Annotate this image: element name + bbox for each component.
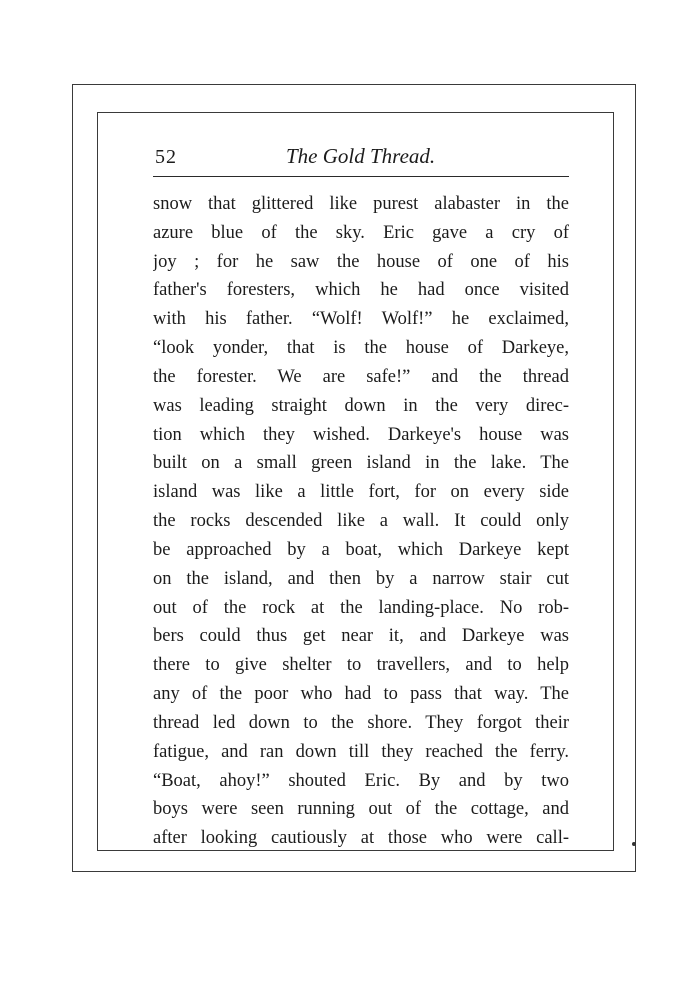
text-line: tion which they wished. Darkeye's house was xyxy=(153,424,569,445)
text-line: be approached by a boat, which Darkeye kept xyxy=(153,539,569,560)
text-line: boys were seen running out of the cottage, and xyxy=(153,799,569,820)
body-text xyxy=(153,190,569,853)
page-number: 52 xyxy=(155,146,177,168)
text-line: thread led down to the shore. They forgot their xyxy=(153,712,569,733)
text-line: azure blue of the sky. Eric gave a cry of xyxy=(153,222,569,243)
text-line: “Boat, ahoy!” shouted Eric. By and by two xyxy=(153,770,569,791)
text-line: bers could thus get near it, and Darkeye was xyxy=(153,626,569,647)
text-line: the rocks descended like a wall. It could only xyxy=(153,511,569,532)
running-title: The Gold Thread. xyxy=(286,144,436,168)
header-rule xyxy=(153,176,569,177)
text-line: out of the rock at the landing-place. No rob- xyxy=(153,597,569,618)
text-line: snow that glittered like purest alabaster in the xyxy=(153,194,569,214)
text-line: on the island, and then by a narrow stair cut xyxy=(153,568,569,589)
text-line: father's foresters, which he had once visited xyxy=(153,280,569,301)
ink-speck xyxy=(632,842,636,846)
text-line: the forester. We are safe!” and the thread xyxy=(153,366,569,387)
text-line: island was like a little fort, for on every side xyxy=(153,482,569,503)
text-line: fatigue, and ran down till they reached the ferry. xyxy=(153,741,569,762)
text-line: any of the poor who had to pass that way. The xyxy=(153,684,569,705)
text-line: with his father. “Wolf! Wolf!” he exclaimed, xyxy=(153,309,569,330)
text-line: “look yonder, that is the house of Darkeye, xyxy=(153,338,569,359)
text-line: was leading straight down in the very direc- xyxy=(153,395,569,416)
text-line: there to give shelter to travellers, and to help xyxy=(153,655,569,676)
page-header xyxy=(153,140,453,172)
text-line: joy ; for he saw the house of one of his xyxy=(153,251,569,272)
text-line: after looking cautiously at those who were call- xyxy=(153,828,569,849)
text-line: built on a small green island in the lake. The xyxy=(153,453,569,474)
